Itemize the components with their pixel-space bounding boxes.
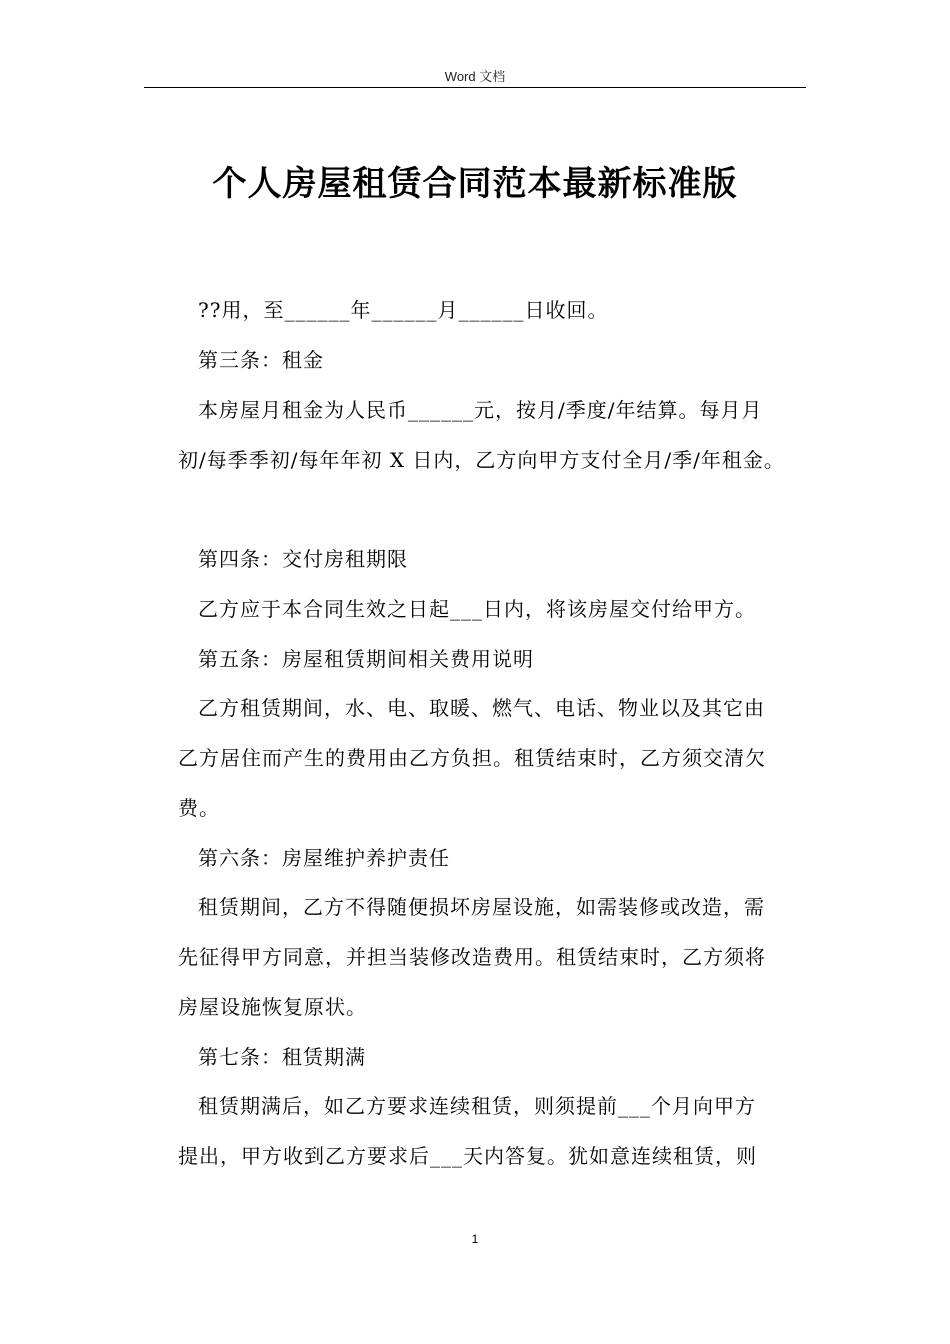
paragraph-line: 乙方租赁期间，水、电、取暖、燃气、电话、物业以及其它由 <box>198 696 765 720</box>
paragraph-line: 租赁期间，乙方不得随便损坏房屋设施，如需装修或改造，需 <box>198 895 765 919</box>
paragraph-line: 本房屋月租金为人民币______元，按月/季度/年结算。每月月 <box>198 398 763 422</box>
paragraph-line: 租赁期满后，如乙方要求连续租赁，则须提前___个月向甲方 <box>198 1094 756 1118</box>
section-heading-6: 第六条：房屋维护养护责任 <box>198 846 450 870</box>
paragraph-line: 乙方应于本合同生效之日起___日内，将该房屋交付给甲方。 <box>198 597 756 621</box>
section-heading-4: 第四条：交付房租期限 <box>198 547 408 571</box>
page-header-label: Word 文档 <box>444 69 506 84</box>
document-title: 个人房屋租赁合同范本最新标准版 <box>212 164 738 204</box>
paragraph-line: 费。 <box>178 796 220 820</box>
paragraph-line: 乙方居住而产生的费用由乙方负担。租赁结束时，乙方须交清欠 <box>178 746 766 770</box>
paragraph-line: 房屋设施恢复原状。 <box>178 995 367 1019</box>
header-rule <box>144 87 806 88</box>
paragraph-line: 先征得甲方同意，并担当装修改造费用。租赁结束时，乙方须将 <box>178 945 766 969</box>
page-number: 1 <box>471 1232 479 1246</box>
section-heading-7: 第七条：租赁期满 <box>198 1045 366 1069</box>
section-heading-5: 第五条：房屋租赁期间相关费用说明 <box>198 647 534 671</box>
paragraph-line: 提出，甲方收到乙方要求后___天内答复。犹如意连续租赁，则 <box>178 1144 757 1168</box>
section-heading-3: 第三条：租金 <box>198 348 324 372</box>
paragraph-line: ??用，至______年______月______日收回。 <box>198 298 609 322</box>
paragraph-line: 初/每季季初/每年年初 X 日内，乙方向甲方支付全月/季/年租金。 <box>178 448 785 472</box>
